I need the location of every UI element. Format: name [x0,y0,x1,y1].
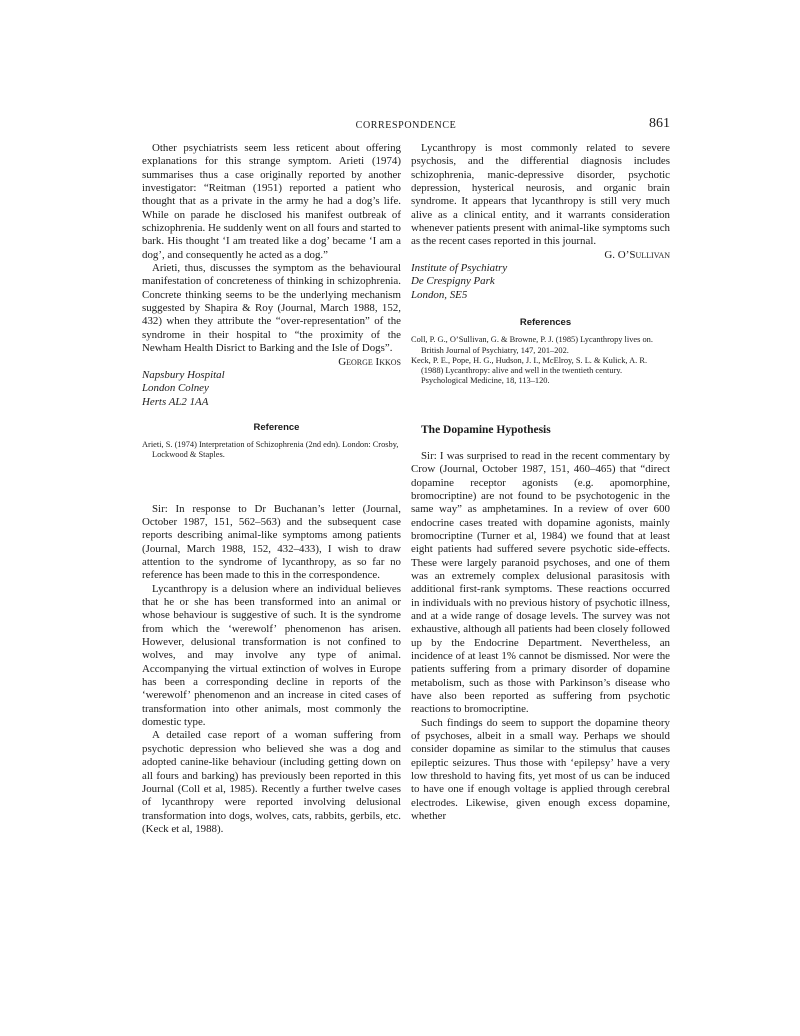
letter2-paragraph-4: Lycanthropy is most commonly related to severe psychosis, and the differential diagnosis includes schizophrenia, manic-depressive disorder, psychotic depression, hysterical neurosis, and organic brain syndrome. It appears that lycanthropy is still very much alive as a clinical entity, and it warrants consideration whenever patients present with animal-like symptoms such as the recent cases reported in this journal. [411,142,670,248]
letter2-affiliation-line-1: Institute of Psychiatry [411,262,508,275]
letter2-affiliation-line-2: De Crespigny Park [411,275,495,288]
letter1-paragraph-2: Arieti, thus, discusses the symptom as the behavioural manifestation of concreteness of thinking in schizophrenia. Concrete thinking seems to be the underlying mechanism suggested by Shapira & Roy (Journal, March 1988, 152, 432) when they attribute the “over-representation” of the syndrome in their hospital to “the proximity of the Newham Health Disrict to Barking and the Isle of Dogs”. [142,262,401,355]
page-header [142,118,670,134]
letter3-paragraph-2: Such findings do seem to support the dopamine theory of psychoses, albeit in a small way. Perhaps we should consider dopamine as similar to the stimulus that causes epileptic seizures. Thus those with ‘epilepsy’ have a very low threshold to having fits, yet most of us can be induced to have one if enough voltage is applied through cerebral electrodes. Likewise, given enough excess dopamine, whether [411,716,670,823]
letter1-affiliation-line-3: Herts AL2 1AA [142,395,209,408]
letter2-paragraph-2: Lycanthropy is a delusion where an individual believes that he or she has been transformed into an animal or whose behaviour is suggestive of such. It is the syndrome from which the ‘werewolf’ phenomenon has arisen. However, delusional transformation is not confined to wolves, and may involve any type of animal. Accompanying the virtual extinction of wolves in Europe has been a corresponding decline in reports of the ‘werewolf’ phenomenon and an increase in cited cases of transformation into other animals, most commonly the domestic type. [142,582,401,729]
running-title: CORRESPONDENCE [355,120,457,131]
section-title-dopamine: The Dopamine Hypothesis [421,424,551,437]
right-column [411,142,670,823]
letter2-signature: G. O’Sullivan [604,248,670,261]
page-number: 861 [649,116,670,131]
letter2-reference-entry-2: Keck, P. E., Pope, H. G., Hudson, J. I., McElroy, S. L. & Kulick, A. R. (1988) Lycanthropy: alive and well in the twentieth century. Psychological Medicine, 18, 113–120. [411,355,648,386]
letter2-paragraph-3: A detailed case report of a woman suffering from psychotic depression who believed she was a dog and adopted canine-like behaviour (including getting down on all fours and barking) has previously been reported in this Journal (Coll et al, 1985). Recently a further twelve cases of lycanthropy were reported involving delusional transformation into dogs, wolves, cats, rabbits, gerbils, etc. (Keck et al, 1988). [142,729,401,835]
letter1-reference-entry: Arieti, S. (1974) Interpretation of Schizophrenia (2nd edn). London: Crosby, Lockwood & Staples. [142,440,399,460]
letter1-signature: George Ikkos [338,355,401,368]
letter2-reference-entry-1: Coll, P. G., O’Sullivan, G. & Browne, P. J. (1985) Lycanthropy lives on. British Journal of Psychiatry, 147, 201–202. [411,335,653,355]
letter1-reference-heading: Reference [253,421,300,433]
letter2-affiliation-line-3: London, SE5 [411,288,468,301]
letter1-paragraph-1: Other psychiatrists seem less reticent about offering explanations for this strange symptom. Arieti (1974) summarises thus a case originally reported by another investigator: “Reitman (1951) reported a patient who thought that as a private in the army he had a dog’s life. While on parade he disclosed his manifest outbreak of schizophrenia. He suddenly went on all fours and started to bark. His thought ‘I am treated like a dog’ became ‘I am a dog’, and consequently he acted as a dog.” [142,142,401,261]
letter2-paragraph-1: Sir: In response to Dr Buchanan’s letter (Journal, October 1987, 151, 562–563) and the subsequent case reports describing animal-like symptoms among patients (Journal, March 1988, 152, 432–433), I wish to draw attention to the syndrome of lycanthropy, as so far no reference has been made to this in the correspondence. [142,502,401,582]
letter2-references-heading: References [519,317,572,329]
letter1-affiliation-line-1: Napsbury Hospital [142,368,225,381]
letter1-affiliation-line-2: London Colney [142,382,209,395]
letter3-paragraph-1: Sir: I was surprised to read in the recent commentary by Crow (Journal, October 1987, 151, 460–465) that “direct dopamine receptor agonists (e.g. apomorphine, bromocriptine) are not found to be psychotogenic in the same way” as amphetamines. In a review of over 600 endocrine cases treated with dopamine agonists, mainly bromocriptine (Turner et al, 1984) we found that at least eight patients had suffered severe psychotic side-effects. These were largely paranoid psychoses, and one of them was an extremely complex delusional parasitosis with additional first-rank symptoms. These reactions occurred in individuals with no previous history of psychotic illness, and at a wide range of dosage levels. The survey was not exhaustive, although all patients had been closely followed up by the Endocrine Department. Nevertheless, an incidence of at least 1% cannot be dismissed. Nor were the patients suffering from a primary disorder of dopamine metabolism, such as those with Parkinson’s disease who have also been reported as suffering from psychotic reactions to bromocriptine. [411,449,670,716]
left-column [142,142,401,836]
